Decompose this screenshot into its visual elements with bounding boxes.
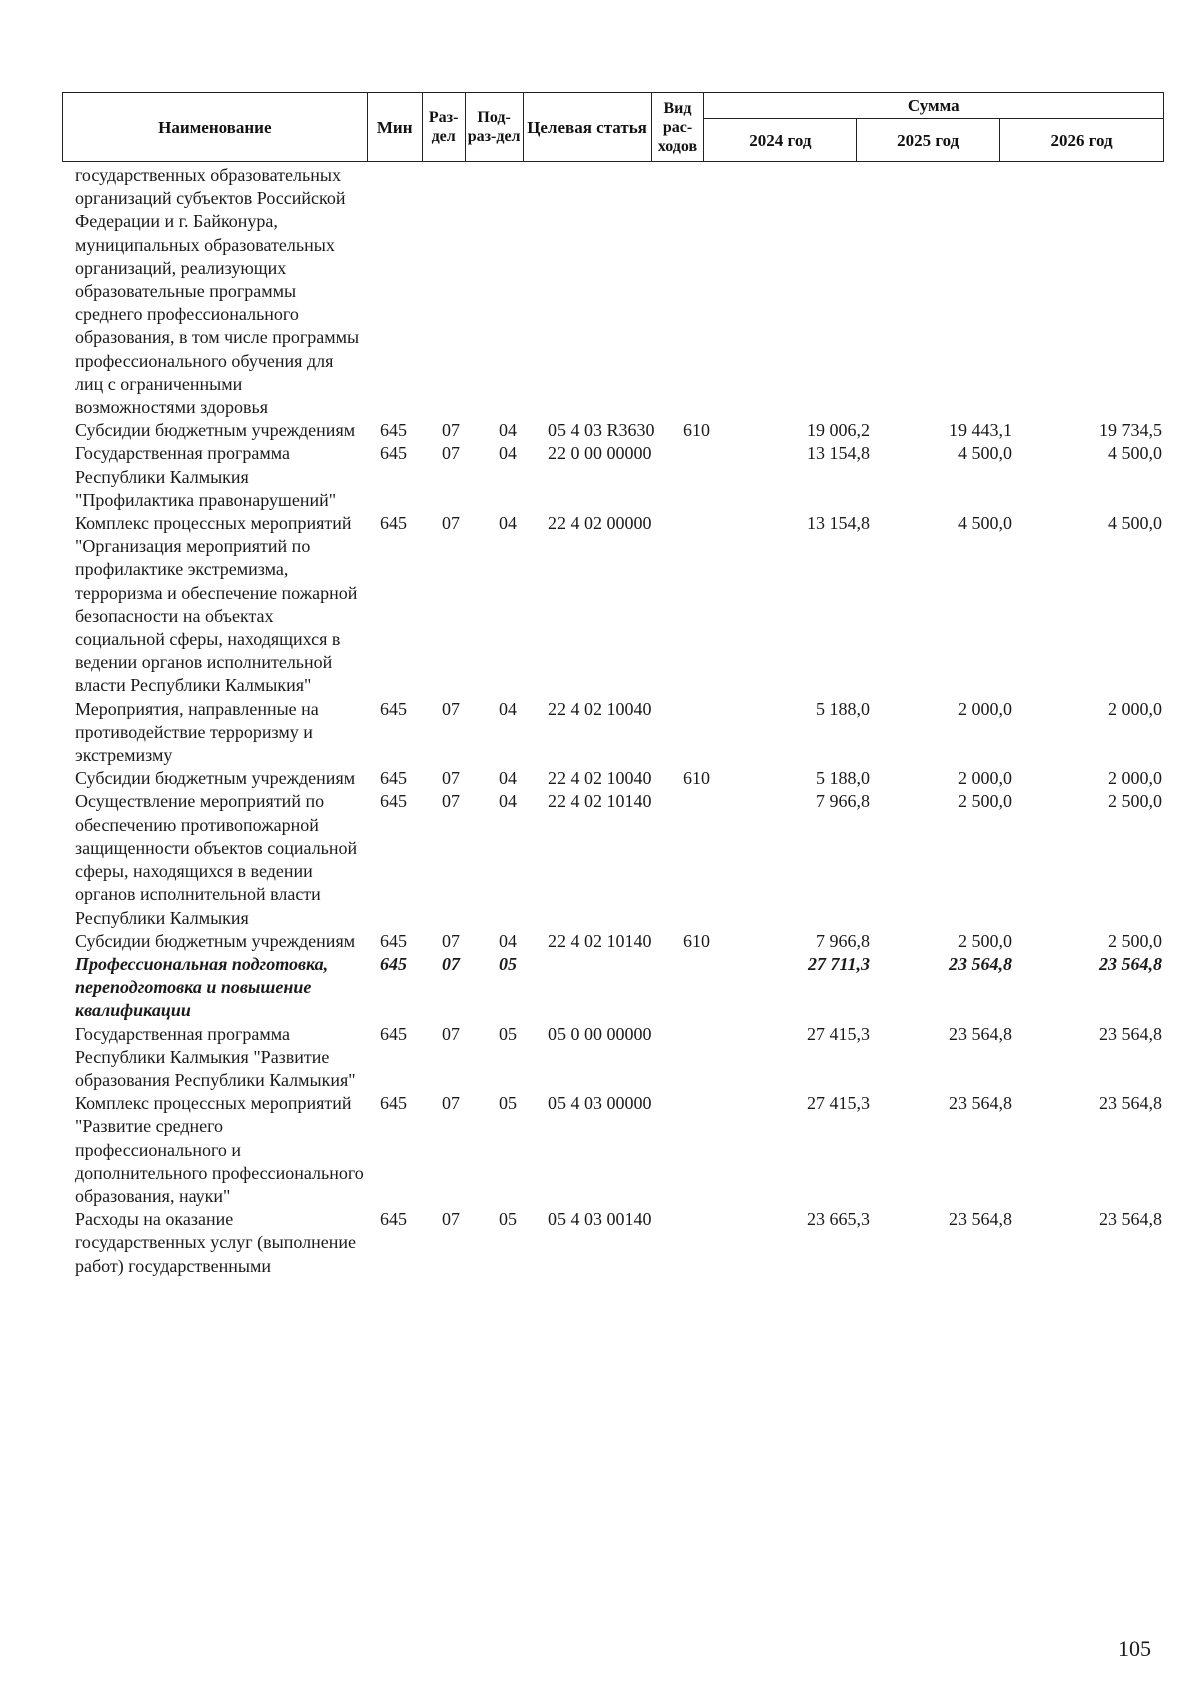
row-name: Субсидии бюджетным учреждениям [75,930,356,951]
row-2026: 23 564,8 [1099,953,1162,974]
row-2024: 5 188,0 [816,698,870,719]
row-razdel: 07 [442,698,460,719]
table-row [0,698,1200,768]
row-2025: 23 564,8 [949,1093,1012,1114]
row-podrazdel: 04 [499,768,517,789]
table-row [0,512,1200,698]
row-name: Государственная программа Республики Калмыкия "Развитие образования Республики Калмыкия" [75,1023,356,1090]
row-min: 645 [380,1023,407,1044]
table-row [0,930,1200,953]
row-podrazdel: 05 [499,953,517,974]
row-name: Комплекс процессных мероприятий "Организация мероприятий по профилактике экстремизма, терроризма и обеспечение пожарной безопасности на объектах социальной сферы, находящихся в ведении органов исполнительной власти Республики Калмыкия" [75,513,358,696]
row-razdel: 07 [442,513,460,534]
row-celevaya: 22 4 02 10040 [548,768,652,789]
row-min: 645 [380,930,407,951]
row-2026: 23 564,8 [1099,1023,1162,1044]
row-celevaya: 22 0 00 00000 [548,443,652,464]
row-celevaya: 22 4 02 10140 [548,930,652,951]
row-2025: 2 500,0 [958,791,1012,812]
row-razdel: 07 [442,1209,460,1230]
row-2025: 4 500,0 [958,443,1012,464]
row-name: Государственная программа Республики Калмыкия "Профилактика правонарушений" [75,443,337,510]
row-razdel: 07 [442,1093,460,1114]
row-2026: 2 000,0 [1108,698,1162,719]
row-podrazdel: 04 [499,930,517,951]
row-name: Субсидии бюджетным учреждениям [75,420,356,441]
row-2026: 4 500,0 [1108,443,1162,464]
table-row [0,1023,1200,1093]
table-row [0,164,1200,419]
row-celevaya: 22 4 02 10040 [548,698,652,719]
table-row [0,442,1200,512]
row-podrazdel: 04 [499,420,517,441]
row-2026: 2 500,0 [1108,791,1162,812]
row-podrazdel: 04 [499,513,517,534]
row-2024: 7 966,8 [816,791,870,812]
row-podrazdel: 05 [499,1209,517,1230]
table-row [0,419,1200,442]
row-razdel: 07 [442,791,460,812]
header-min: Мин [367,93,422,162]
row-name: Субсидии бюджетным учреждениям [75,768,356,789]
row-razdel: 07 [442,953,460,974]
row-celevaya: 05 4 03 R3630 [548,420,655,441]
header-2025: 2025 год [857,119,1000,162]
row-2026: 2 000,0 [1108,768,1162,789]
row-2024: 23 665,3 [807,1209,870,1230]
row-celevaya: 22 4 02 10140 [548,791,652,812]
row-2024: 27 711,3 [807,953,870,974]
row-razdel: 07 [442,420,460,441]
row-name: Комплекс процессных мероприятий "Развитие среднего профессионального и дополнительного профессионального образования, науки" [75,1093,364,1206]
header-vid: Вид рас-ходов [651,93,704,162]
row-min: 645 [380,1209,407,1230]
row-2026: 4 500,0 [1108,513,1162,534]
row-name: Расходы на оказание государственных услуг (выполнение работ) государственными [75,1209,356,1276]
row-2025: 2 500,0 [958,930,1012,951]
table-row [0,1092,1200,1208]
row-2024: 13 154,8 [807,513,870,534]
row-podrazdel: 05 [499,1093,517,1114]
header-2026: 2026 год [1000,119,1164,162]
row-2024: 7 966,8 [816,930,870,951]
header-podrazdel: Под-раз-дел [465,93,523,162]
row-2024: 19 006,2 [807,420,870,441]
row-min: 645 [380,953,407,974]
row-celevaya: 05 4 03 00000 [548,1093,652,1114]
row-2025: 23 564,8 [949,953,1012,974]
row-min: 645 [380,1093,407,1114]
row-2025: 4 500,0 [958,513,1012,534]
row-2024: 27 415,3 [807,1093,870,1114]
row-podrazdel: 05 [499,1023,517,1044]
row-vid: 610 [683,420,710,441]
row-razdel: 07 [442,1023,460,1044]
row-name: Мероприятия, направленные на противодействие терроризму и экстремизму [75,698,319,766]
header-name: Наименование [63,93,368,162]
row-2026: 23 564,8 [1099,1093,1162,1114]
table-row [0,790,1200,929]
row-celevaya: 05 0 00 00000 [548,1023,652,1044]
row-razdel: 07 [442,768,460,789]
header-summa: Сумма [704,93,1164,119]
row-razdel: 07 [442,443,460,464]
row-name: Осуществление мероприятий по обеспечению противопожарной защищенности объектов социальной сферы, находящихся в ведении органов исполнительной власти Республики Калмыкия [75,791,358,928]
table-row [0,1208,1200,1278]
table-row [0,767,1200,790]
row-podrazdel: 04 [499,698,517,719]
row-min: 645 [380,791,407,812]
row-name: государственных образовательных организаций субъектов Российской Федерации и г. Байконура, муниципальных образовательных организаций, реализующих образовательные программы среднего профессионального образования, в том числе программы профессионального обучения для лиц с ограниченными возможностями здоровья [75,165,360,418]
row-min: 645 [380,698,407,719]
table-body [0,164,1200,1278]
header-2024: 2024 год [704,119,857,162]
row-celevaya: 05 4 03 00140 [548,1209,652,1230]
row-razdel: 07 [442,930,460,951]
row-min: 645 [380,443,407,464]
row-2025: 2 000,0 [958,698,1012,719]
row-2025: 23 564,8 [949,1209,1012,1230]
row-2025: 2 000,0 [958,768,1012,789]
row-podrazdel: 04 [499,791,517,812]
row-podrazdel: 04 [499,443,517,464]
row-vid: 610 [683,930,710,951]
row-celevaya: 22 4 02 00000 [548,513,652,534]
row-min: 645 [380,768,407,789]
row-vid: 610 [683,768,710,789]
row-2026: 19 734,5 [1099,420,1162,441]
page-number: 105 [1118,1636,1151,1661]
row-2024: 13 154,8 [807,443,870,464]
row-2024: 27 415,3 [807,1023,870,1044]
row-min: 645 [380,513,407,534]
row-2024: 5 188,0 [816,768,870,789]
row-2025: 23 564,8 [949,1023,1012,1044]
header-celevaya: Целевая статья [523,93,651,162]
row-min: 645 [380,420,407,441]
table-row [0,953,1200,1023]
row-2025: 19 443,1 [949,420,1012,441]
row-2026: 2 500,0 [1108,930,1162,951]
header-razdel: Раз-дел [422,93,465,162]
row-2026: 23 564,8 [1099,1209,1162,1230]
table-header [62,92,1164,162]
row-name: Профессиональная подготовка, переподготовка и повышение квалификации [75,953,329,1021]
